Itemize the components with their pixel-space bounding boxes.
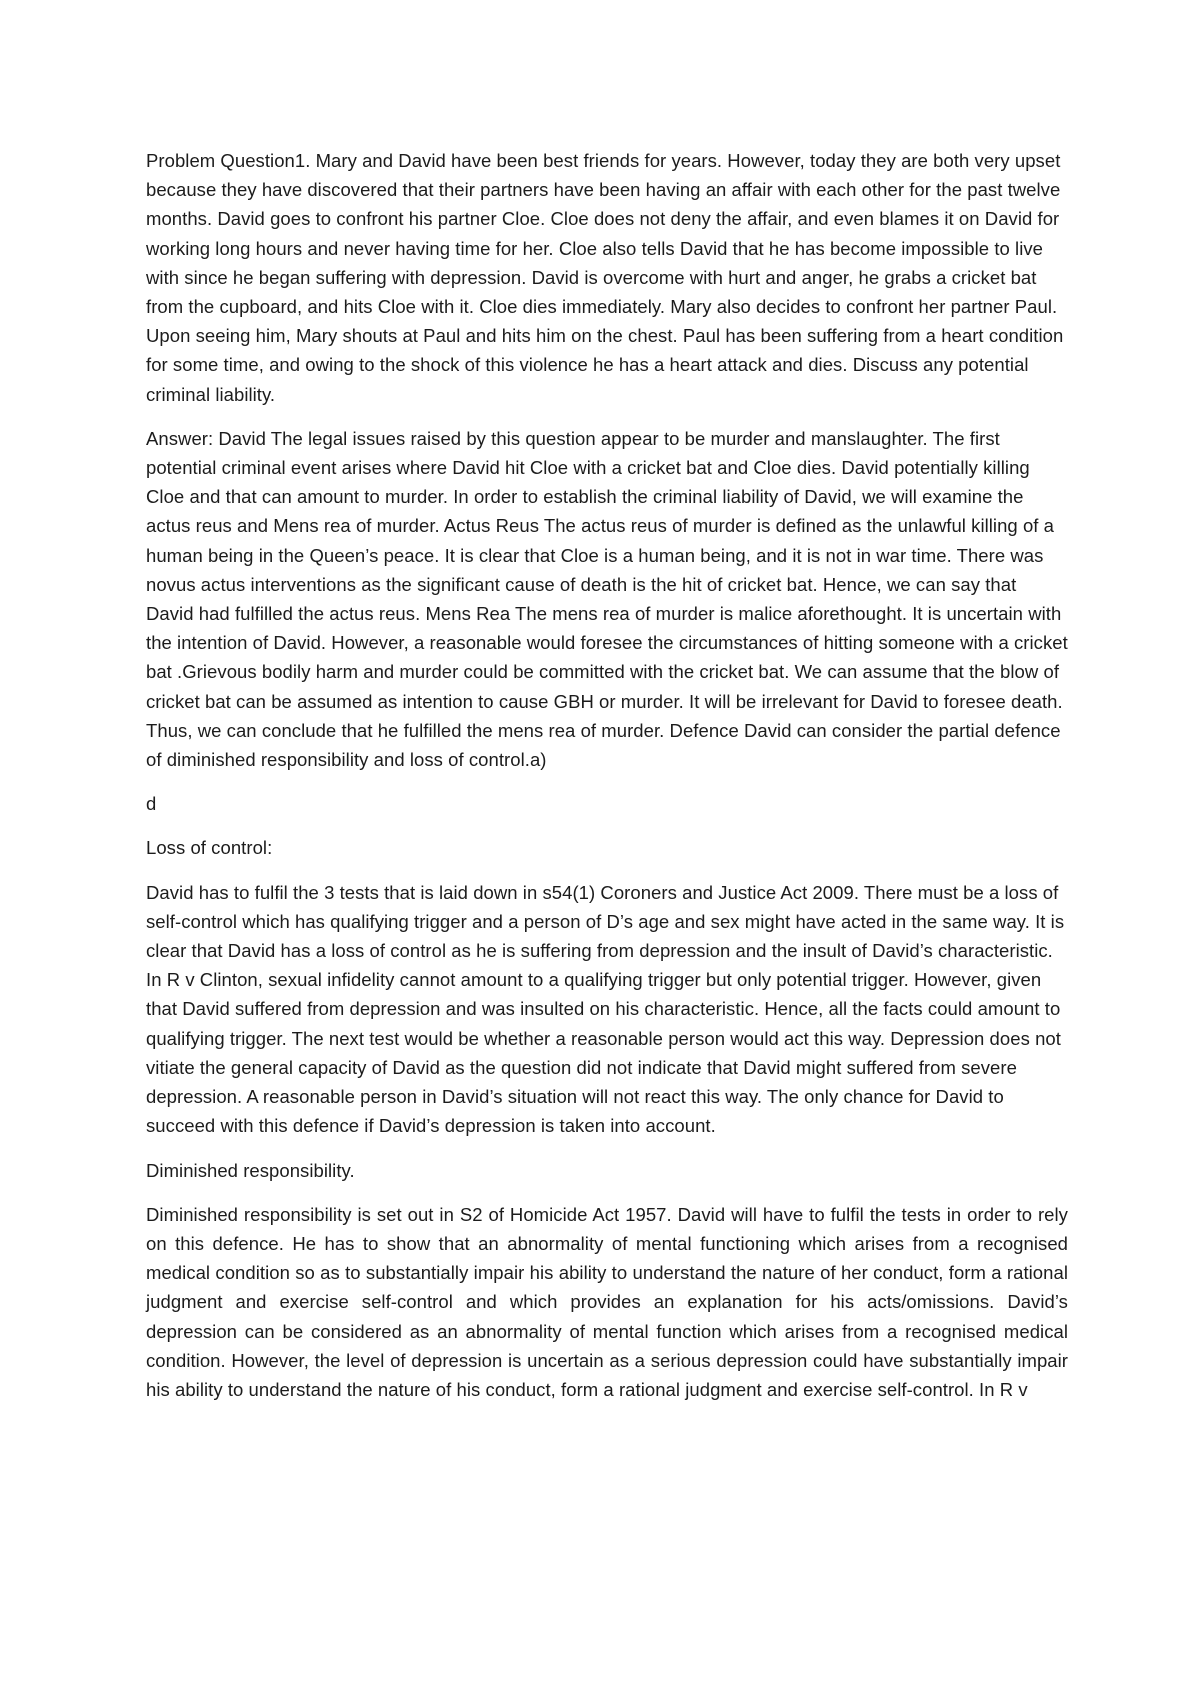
problem-question-paragraph: Problem Question1. Mary and David have been best friends for years. However, today they are both very upset because they have discovered that their partners have been having an affair with each other for the past twelve months. David goes to confront his partner Cloe. Cloe does not deny the affair, and even blames it on David for working long hours and never having time for her. Cloe also tells David that he has become impossible to live with since he began suffering with depression. David is overcome with hurt and anger, he grabs a cricket bat from the cupboard, and hits Cloe with it. Cloe dies immediately. Mary also decides to confront her partner Paul. Upon seeing him, Mary shouts at Paul and hits him on the chest. Paul has been suffering from a heart condition for some time, and owing to the shock of this violence he has a heart attack and dies. Discuss any potential criminal liability. (146, 150, 1064, 405)
document-body (146, 146, 1068, 1419)
stray-letter: d (146, 793, 157, 815)
answer-paragraph: Answer: David The legal issues raised by this question appear to be murder and manslaughter. The first potential criminal event arises where David hit Cloe with a cricket bat and Cloe dies. David potentially killing Cloe and that can amount to murder. In order to establish the criminal liability of David, we will examine the actus reus and Mens rea of murder. Actus Reus The actus reus of murder is defined as the unlawful killing of a human being in the Queen’s peace. It is clear that Cloe is a human being, and it is not in war time. There was novus actus interventions as the significant cause of death is the hit of cricket bat. Hence, we can say that David had fulfilled the actus reus. Mens Rea The mens rea of murder is malice aforethought. It is uncertain with the intention of David. However, a reasonable would foresee the circumstances of hitting someone with a cricket bat .Grievous bodily harm and murder could be committed with the cricket bat. We can assume that the blow of cricket bat can be assumed as intention to cause GBH or murder. It will be irrelevant for David to foresee death. Thus, we can conclude that he fulfilled the mens rea of murder. Defence David can consider the partial defence of diminished responsibility and loss of control.a) (146, 427, 1068, 771)
loss-of-control-paragraph: David has to fulfil the 3 tests that is laid down in s54(1) Coroners and Justice Act 2009. There must be a loss of self-control which has qualifying trigger and a person of D’s age and sex might have acted in the same way. It is clear that David has a loss of control as he is suffering from depression and the insult of David’s characteristic. In R v Clinton, sexual infidelity cannot amount to a qualifying trigger but only potential trigger. However, given that David suffered from depression and was insulted on his characteristic. Hence, all the facts could amount to qualifying trigger. The next test would be whether a reasonable person would act this way. Depression does not vitiate the general capacity of David as the question did not indicate that David might suffered from severe depression. A reasonable person in David’s situation will not react this way. The only chance for David to succeed with this defence if David’s depression is taken into account. (146, 881, 1065, 1137)
diminished-responsibility-heading: Diminished responsibility. (146, 1159, 355, 1181)
loss-of-control-heading: Loss of control: (146, 837, 273, 859)
diminished-responsibility-paragraph: Diminished responsibility is set out in S2 of Homicide Act 1957. David will have to fulfil the tests in order to rely on this defence. He has to show that an abnormality of mental functioning which arises from a recognised medical condition so as to substantially impair his ability to understand the nature of her conduct, form a rational judgment and exercise self-control and which provides an explanation for his acts/omissions. David’s depression can be considered as an abnormality of mental function which arises from a recognised medical condition. However, the level of depression is uncertain as a serious depression could have substantially impair his ability to understand the nature of his conduct, form a rational judgment and exercise self-control. In R v (146, 1203, 1068, 1400)
